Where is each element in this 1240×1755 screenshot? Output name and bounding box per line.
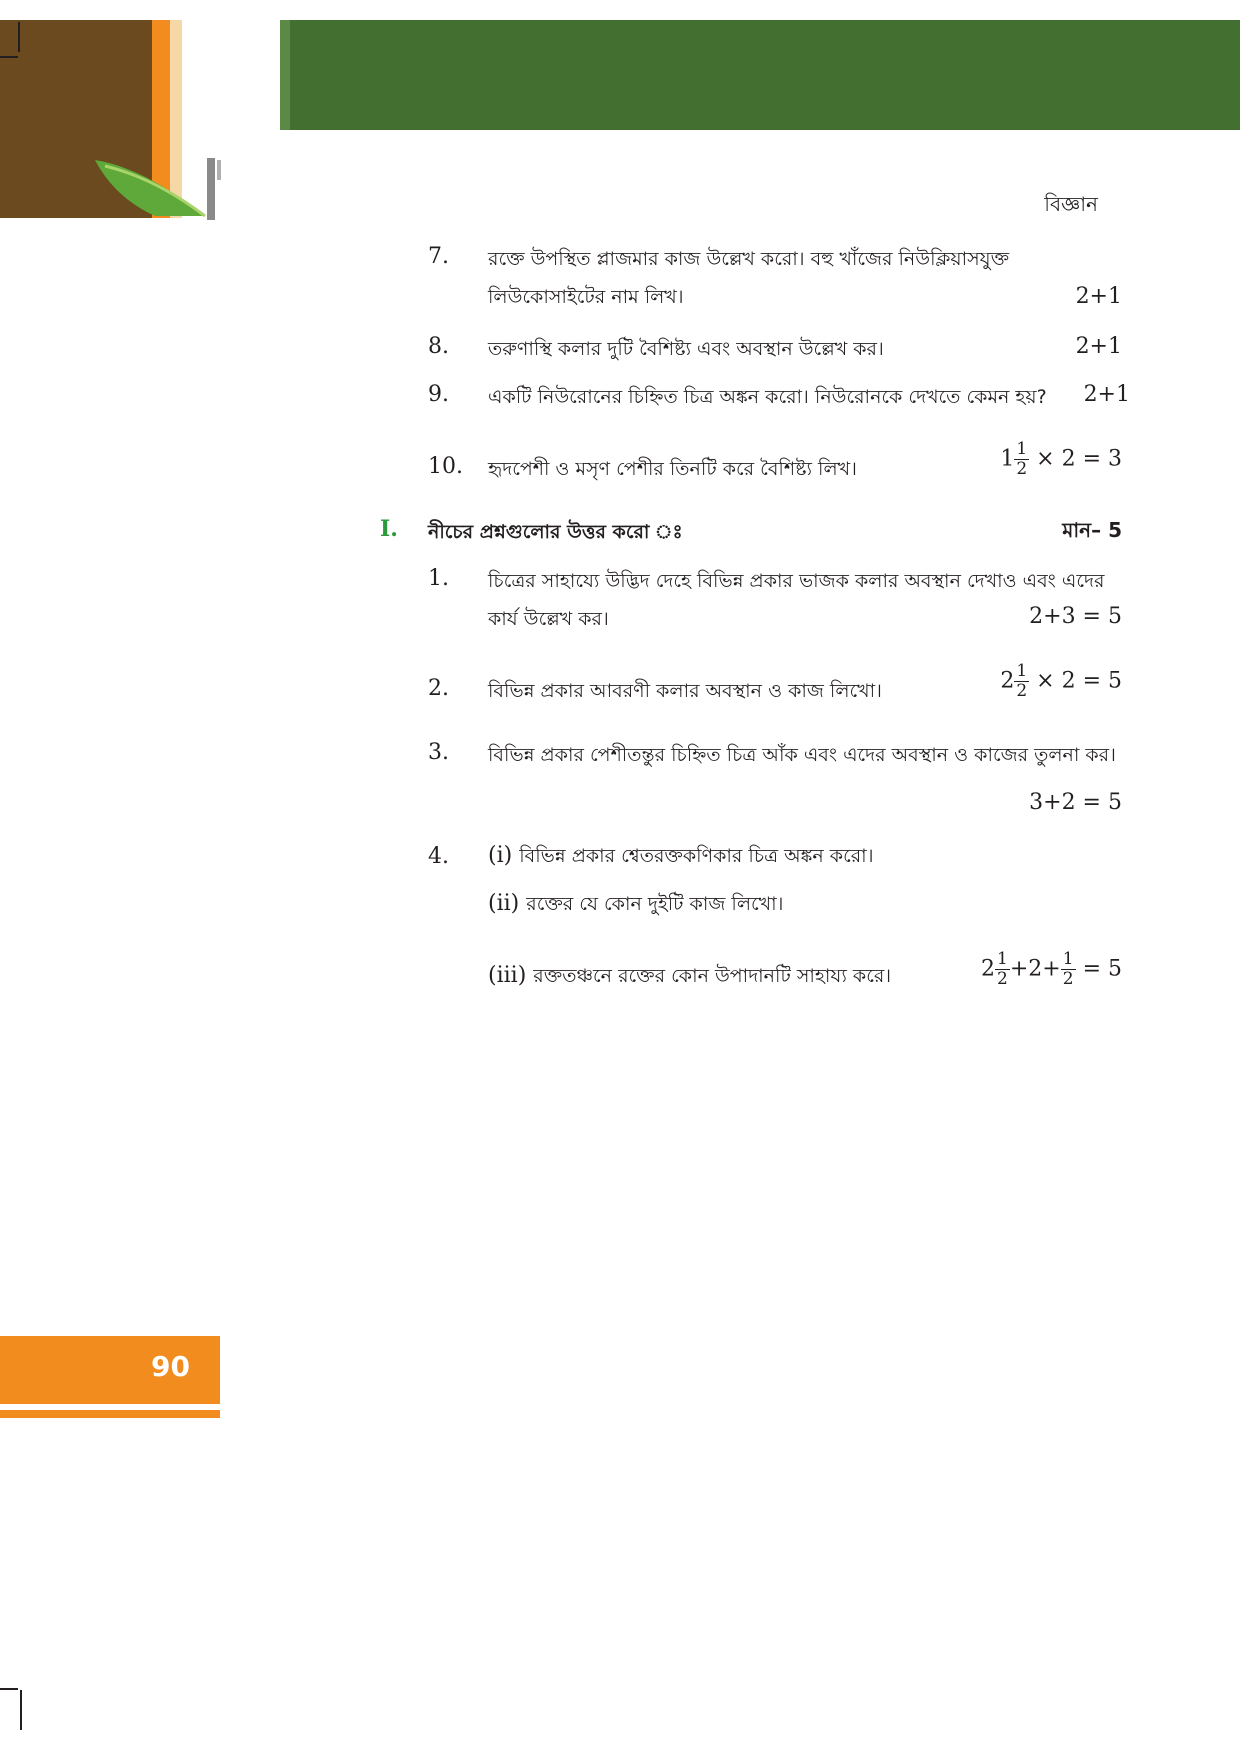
question-8-marks: 2+1: [1075, 334, 1122, 359]
section-title: নীচের প্রশ্নগুলোর উত্তর করো ঃ: [428, 521, 683, 543]
marks-rest: × 2 = 3: [1036, 446, 1122, 472]
fraction-denominator: 2: [1016, 681, 1028, 701]
question-9-marks: 2+1: [1083, 382, 1130, 407]
fraction-numerator: 1: [1016, 661, 1028, 681]
marks-whole: 2: [981, 956, 996, 982]
question-text: চিত্রের সাহায্যে উদ্ভিদ দেহে বিভিন্ন প্রকার ভাজক কলার অবস্থান দেখাও এবং এদের কার্য উল্লেখ কর।: [488, 570, 1105, 630]
question-4-part-iii: [488, 962, 891, 994]
marks-fraction-1: [995, 950, 1010, 989]
question-1-marks: 2+3 = 5: [1029, 604, 1122, 629]
question-text: তরুণাস্থি কলার দুটি বৈশিষ্ট্য এবং অবস্থান উল্লেখ কর।: [488, 338, 884, 360]
question-number: 4.: [428, 844, 449, 869]
question-text: বিভিন্ন প্রকার আবরণী কলার অবস্থান ও কাজ লিখো।: [488, 680, 882, 702]
question-text: রক্তে উপস্থিত প্লাজমার কাজ উল্লেখ করো। বহু খাঁজের নিউক্লিয়াসযুক্ত লিউকোসাইটের নাম লিখ।: [488, 248, 1010, 308]
question-number: 1.: [428, 566, 449, 591]
marks-rest: = 5: [1082, 956, 1122, 982]
question-4-part-ii: [488, 890, 783, 922]
question-number: 10.: [428, 454, 463, 479]
question-3-marks: 3+2 = 5: [1029, 790, 1122, 815]
question-4-marks: [981, 950, 1122, 989]
part-roman: (ii): [488, 891, 520, 916]
question-4-part-i: [488, 842, 874, 874]
question-number: 9.: [428, 382, 449, 407]
marks-rest: × 2 = 5: [1036, 668, 1122, 694]
crop-mark-bottom-h: [0, 1688, 18, 1690]
question-7-marks: 2+1: [1075, 284, 1122, 309]
question-number: 2.: [428, 676, 449, 701]
header-band-edge: [280, 20, 290, 130]
question-10-marks: [1000, 440, 1122, 479]
crop-mark-top: [18, 22, 20, 52]
leaf-icon: [95, 158, 225, 220]
part-text: রক্ততঞ্চনে রক্তের কোন উপাদানটি সাহায্য করে।: [533, 965, 892, 987]
marks-mid: +2+: [1009, 956, 1061, 982]
question-number: 7.: [428, 244, 449, 269]
marks-whole: 1: [1000, 446, 1015, 472]
question-text: একটি নিউরোনের চিহ্নিত চিত্র অঙ্কন করো। নিউরোনকে দেখতে কেমন হয়?: [488, 386, 1047, 408]
part-text: বিভিন্ন প্রকার শ্বেতরক্তকণিকার চিত্র অঙ্কন করো।: [519, 845, 874, 867]
subject-title: বিজ্ঞান: [1044, 192, 1098, 216]
fraction-denominator: 2: [997, 969, 1008, 989]
question-number: 3.: [428, 740, 449, 765]
part-roman: (i): [488, 843, 513, 868]
page-number-box: [0, 1336, 220, 1404]
part-text: রক্তের যে কোন দুইটি কাজ লিখো।: [526, 893, 784, 915]
crop-mark-top-h: [0, 56, 18, 58]
part-roman: (iii): [488, 963, 527, 988]
fraction-numerator: 1: [1062, 949, 1074, 969]
fraction-numerator: 1: [1016, 439, 1028, 459]
question-text: বিভিন্ন প্রকার পেশীতন্তুর চিহ্নিত চিত্র আঁক এবং এদের অবস্থান ও কাজের তুলনা কর।: [488, 744, 1116, 766]
question-text: হৃদপেশী ও মসৃণ পেশীর তিনটি করে বৈশিষ্ট্য লিখ।: [488, 458, 857, 480]
marks-fraction-2: [1061, 950, 1076, 989]
marks-fraction: [1014, 440, 1029, 479]
question-2-marks: [1000, 662, 1122, 701]
page-number-strip: [0, 1410, 220, 1418]
fraction-denominator: 2: [1062, 969, 1074, 989]
fraction-denominator: 2: [1016, 459, 1028, 479]
marks-whole: 2: [1000, 668, 1015, 694]
fraction-numerator: 1: [997, 949, 1008, 969]
section-label: I.: [380, 516, 398, 542]
crop-mark-bottom: [20, 1690, 22, 1730]
header-band: [280, 20, 1240, 130]
marks-fraction: [1014, 662, 1029, 701]
page-number: 90: [151, 1350, 190, 1383]
question-number: 8.: [428, 334, 449, 359]
section-marks: মান– 5: [1062, 518, 1122, 542]
